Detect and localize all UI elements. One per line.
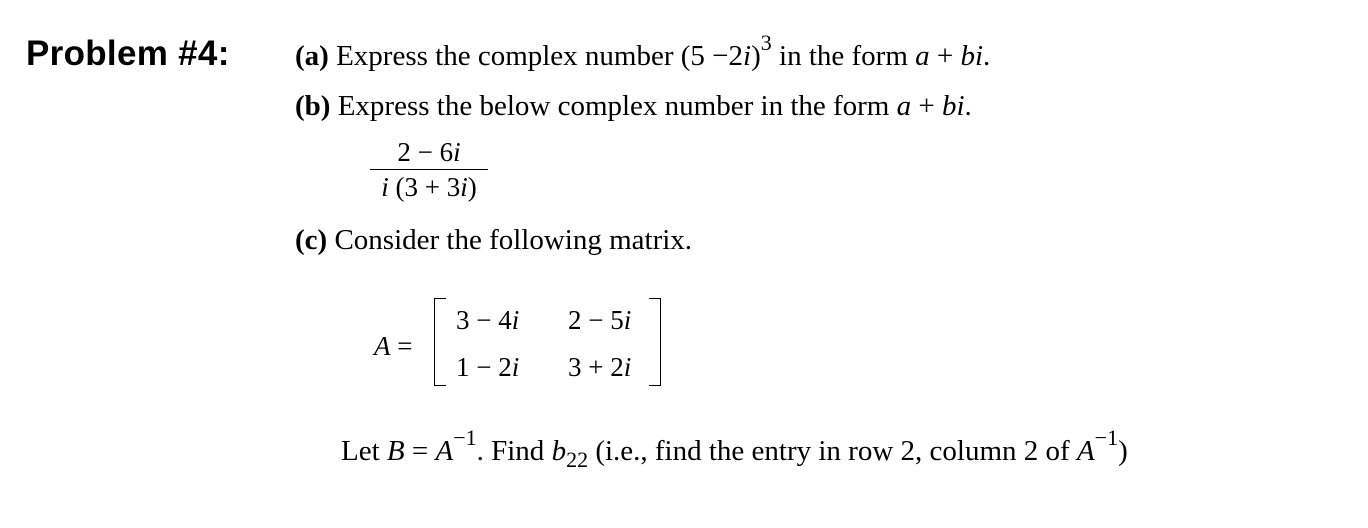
fraction-numerator: 2 − 6i: [370, 136, 488, 170]
part-b-text: Express the below complex number in the form: [337, 90, 890, 122]
matrix-left-bracket: [434, 298, 446, 386]
part-a-text: Express the complex number (5 −2i): [336, 40, 761, 72]
matrix-cell-2-2: 3 + 2i: [568, 352, 632, 382]
part-b-line: [295, 88, 972, 124]
part-a-form: a + bi.: [915, 40, 991, 72]
part-a-line: [295, 30, 991, 74]
part-a-form-text: in the form: [779, 40, 908, 72]
matrix-cell-2-1: 1 − 2i: [456, 352, 520, 382]
part-b-form: a + bi.: [896, 90, 972, 122]
part-a-exponent: 3: [760, 30, 772, 56]
complex-fraction: [370, 136, 488, 203]
inverse-question: Let $B = A^{-1}$. Find $b_{22}$ (i.e., find the entry in row 2, column 2 of $A^{-1}$): [341, 425, 1128, 472]
part-c-line: [295, 222, 692, 258]
matrix-right-bracket: [649, 298, 661, 386]
matrix-cell-1-2: 2 − 5i: [568, 305, 632, 335]
fraction-denominator: i (3 + 3i): [381, 172, 477, 202]
part-c-text: Consider the following matrix.: [334, 224, 693, 256]
part-c-label: (c): [295, 224, 328, 256]
problem-label: Problem #4:: [26, 34, 230, 73]
matrix-cell-1-1: 3 − 4i: [456, 305, 520, 335]
matrix-name: A =: [374, 331, 413, 361]
part-b-label: (b): [295, 90, 331, 122]
part-a-label: (a): [295, 40, 329, 72]
